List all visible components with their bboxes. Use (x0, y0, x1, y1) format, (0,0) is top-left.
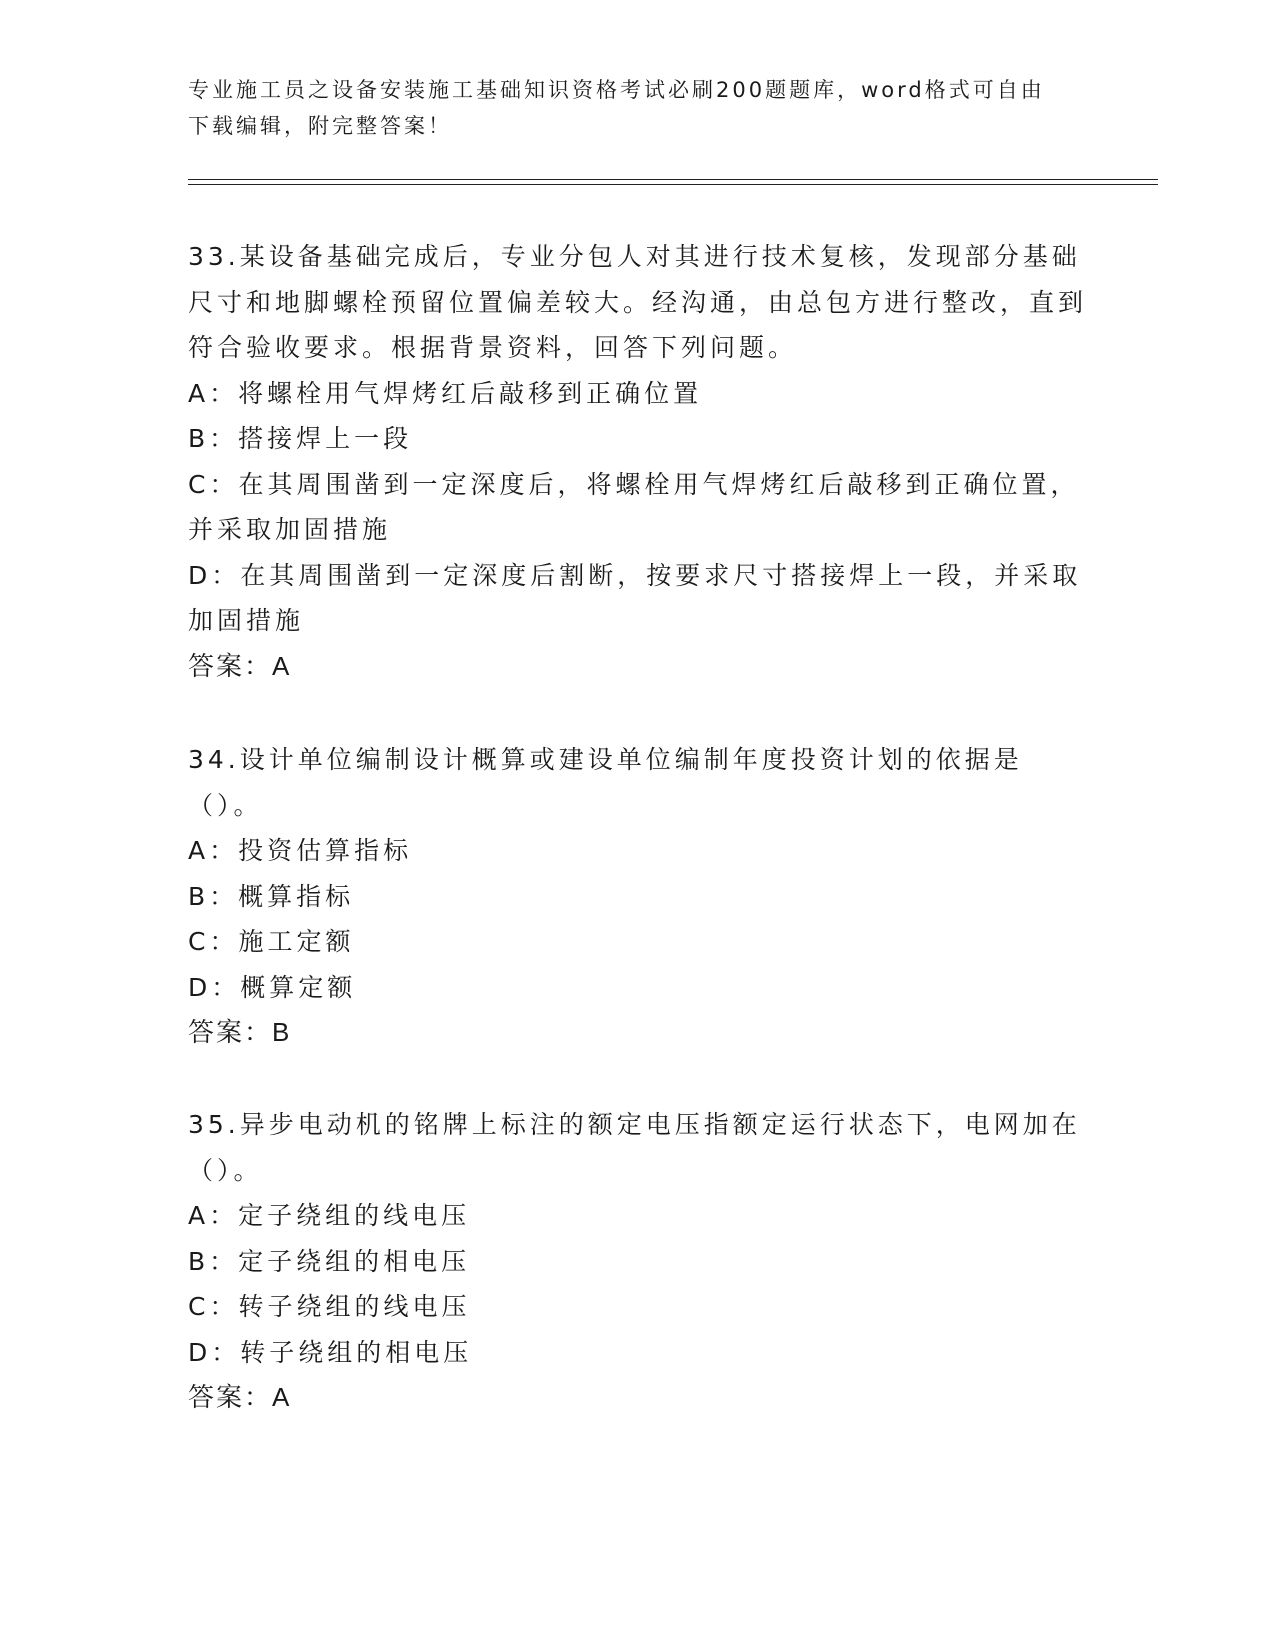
answer-label: 答案：B (188, 1017, 292, 1047)
option-b: B：概算指标 (188, 881, 355, 911)
option-d: D：转子绕组的相电压 (188, 1337, 473, 1367)
option-b: B：搭接焊上一段 (188, 424, 413, 453)
answer-label: 答案：A (188, 650, 292, 681)
answer-label: 答案：A (188, 1382, 292, 1412)
question-34 (188, 737, 1088, 1056)
option-d: D：概算定额 (188, 972, 357, 1002)
header-divider-bottom (188, 184, 1158, 185)
option-c: C：转子绕组的线电压 (188, 1292, 471, 1321)
option-b: B：定子绕组的相电压 (188, 1246, 471, 1276)
option-d: D：在其周围凿到一定深度后割断，按要求尺寸搭接焊上一段，并采取加固措施 (188, 560, 1082, 635)
option-a: A：将螺栓用气焊烤红后敲移到正确位置 (188, 378, 703, 408)
question-stem: 33.某设备基础完成后，专业分包人对其进行技术复核，发现部分基础尺寸和地脚螺栓预留位置偏差较大。经沟通，由总包方进行整改，直到符合验收要求。根据背景资料，回答下列问题。 (188, 242, 1088, 362)
option-a: A：投资估算指标 (188, 836, 413, 865)
header-divider-top (188, 179, 1158, 180)
question-33 (188, 234, 1088, 689)
question-stem: 35.异步电动机的铭牌上标注的额定电压指额定运行状态下，电网加在（）。 (188, 1110, 1081, 1185)
option-c: C：施工定额 (188, 927, 355, 956)
question-stem: 34.设计单位编制设计概算或建设单位编制年度投资计划的依据是（）。 (188, 745, 1023, 820)
option-a: A：定子绕组的线电压 (188, 1201, 471, 1230)
option-c: C：在其周围凿到一定深度后，将螺栓用气焊烤红后敲移到正确位置，并采取加固措施 (188, 469, 1080, 544)
document-header: 专业施工员之设备安装施工基础知识资格考试必刷200题题库，word格式可自由下载编辑，附完整答案！ (188, 78, 1045, 138)
question-35 (188, 1102, 1088, 1421)
